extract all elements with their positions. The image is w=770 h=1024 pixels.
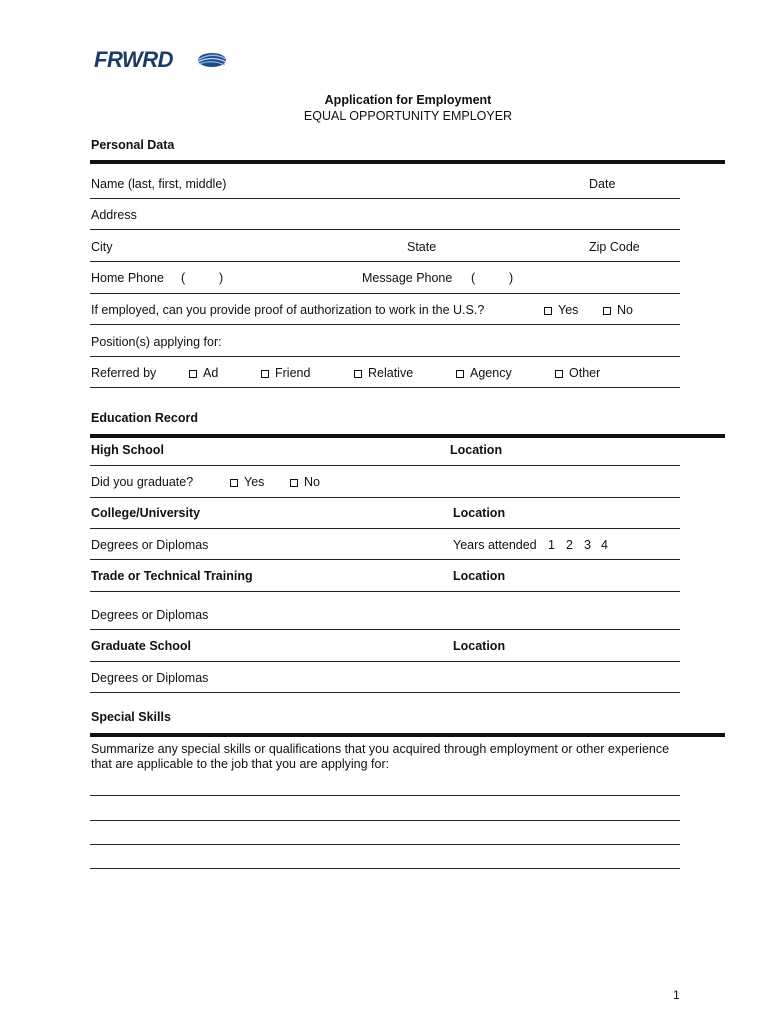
section-divider bbox=[90, 160, 725, 164]
checkbox-icon[interactable] bbox=[603, 307, 611, 315]
referred-option-agency[interactable] bbox=[456, 366, 512, 380]
graduate-school-location-label: Location bbox=[453, 639, 506, 653]
referred-other-label: Other bbox=[569, 366, 601, 380]
year-option-2[interactable]: 2 bbox=[566, 538, 573, 552]
checkbox-icon[interactable] bbox=[261, 370, 269, 378]
college-field[interactable] bbox=[90, 528, 680, 529]
referred-ad-label: Ad bbox=[203, 366, 219, 380]
referred-divider bbox=[90, 387, 680, 388]
page-number: 1 bbox=[673, 988, 680, 1002]
referred-option-ad[interactable] bbox=[189, 366, 218, 380]
high-school-location-label: Location bbox=[450, 443, 503, 457]
logo-text: FRWRD bbox=[94, 47, 173, 72]
positions-field[interactable] bbox=[90, 356, 680, 357]
phone-field[interactable] bbox=[90, 293, 680, 294]
authorization-question: If employed, can you provide proof of authorization to work in the U.S.? bbox=[91, 303, 485, 317]
trade-degrees-label: Degrees or Diplomas bbox=[91, 608, 209, 622]
graduate-divider bbox=[90, 497, 680, 498]
message-phone-open: ( bbox=[471, 271, 476, 285]
referred-option-friend[interactable] bbox=[261, 366, 310, 380]
trade-field[interactable] bbox=[90, 591, 680, 592]
name-field[interactable] bbox=[90, 198, 680, 199]
graduate-question: Did you graduate? bbox=[91, 475, 194, 489]
section-heading-skills: Special Skills bbox=[91, 710, 171, 724]
college-degrees-field[interactable] bbox=[90, 559, 680, 560]
checkbox-icon[interactable] bbox=[544, 307, 552, 315]
section-heading-education: Education Record bbox=[91, 411, 198, 425]
referred-label: Referred by bbox=[91, 366, 157, 380]
date-label: Date bbox=[589, 177, 616, 191]
grad-no-option[interactable] bbox=[290, 475, 320, 489]
college-location-label: Location bbox=[453, 506, 506, 520]
checkbox-icon[interactable] bbox=[456, 370, 464, 378]
skills-answer-line[interactable] bbox=[90, 795, 680, 796]
graduate-degrees-field[interactable] bbox=[90, 692, 680, 693]
home-phone-open: ( bbox=[181, 271, 186, 285]
skills-prompt-line1: Summarize any special skills or qualifications that you acquired through employment or other experience bbox=[91, 742, 670, 756]
referred-relative-label: Relative bbox=[368, 366, 414, 380]
home-phone-label: Home Phone bbox=[91, 271, 164, 285]
checkbox-icon[interactable] bbox=[230, 479, 238, 487]
high-school-label: High School bbox=[91, 443, 164, 457]
graduate-school-field[interactable] bbox=[90, 661, 680, 662]
zip-label: Zip Code bbox=[589, 240, 640, 254]
positions-label: Position(s) applying for: bbox=[91, 335, 222, 349]
skills-answer-line[interactable] bbox=[90, 868, 680, 869]
referred-agency-label: Agency bbox=[470, 366, 512, 380]
company-logo bbox=[94, 47, 236, 77]
auth-yes-option[interactable] bbox=[544, 303, 578, 317]
auth-yes-label: Yes bbox=[558, 303, 579, 317]
skills-answer-line[interactable] bbox=[90, 844, 680, 845]
trade-location-label: Location bbox=[453, 569, 506, 583]
year-option-1[interactable]: 1 bbox=[548, 538, 555, 552]
checkbox-icon[interactable] bbox=[290, 479, 298, 487]
authorization-divider bbox=[90, 324, 680, 325]
years-attended-label: Years attended bbox=[453, 538, 537, 552]
checkbox-icon[interactable] bbox=[555, 370, 563, 378]
home-phone-close: ) bbox=[219, 271, 224, 285]
college-label: College/University bbox=[91, 506, 201, 520]
skills-answer-line[interactable] bbox=[90, 820, 680, 821]
high-school-field[interactable] bbox=[90, 465, 680, 466]
checkbox-icon[interactable] bbox=[354, 370, 362, 378]
swoosh-logo-icon bbox=[94, 47, 236, 77]
grad-yes-option[interactable] bbox=[230, 475, 264, 489]
graduate-degrees-label: Degrees or Diplomas bbox=[91, 671, 209, 685]
city-field[interactable] bbox=[90, 261, 680, 262]
auth-no-option[interactable] bbox=[603, 303, 633, 317]
referred-option-other[interactable] bbox=[555, 366, 600, 380]
checkbox-icon[interactable] bbox=[189, 370, 197, 378]
section-heading-personal: Personal Data bbox=[91, 138, 175, 152]
message-phone-close: ) bbox=[509, 271, 514, 285]
name-label: Name (last, first, middle) bbox=[91, 177, 227, 191]
year-option-4[interactable]: 4 bbox=[601, 538, 608, 552]
grad-yes-label: Yes bbox=[244, 475, 265, 489]
year-option-3[interactable]: 3 bbox=[584, 538, 591, 552]
section-divider bbox=[90, 733, 725, 737]
address-field[interactable] bbox=[90, 229, 680, 230]
referred-option-relative[interactable] bbox=[354, 366, 413, 380]
trade-label: Trade or Technical Training bbox=[91, 569, 253, 583]
section-divider bbox=[90, 434, 725, 438]
trade-degrees-field[interactable] bbox=[90, 629, 680, 630]
graduate-school-label: Graduate School bbox=[91, 639, 192, 653]
college-degrees-label: Degrees or Diplomas bbox=[91, 538, 209, 552]
referred-friend-label: Friend bbox=[275, 366, 311, 380]
city-label: City bbox=[91, 240, 113, 254]
form-subtitle: EQUAL OPPORTUNITY EMPLOYER bbox=[303, 109, 513, 123]
address-label: Address bbox=[91, 208, 137, 222]
grad-no-label: No bbox=[304, 475, 320, 489]
auth-no-label: No bbox=[617, 303, 633, 317]
state-label: State bbox=[407, 240, 437, 254]
form-title: Application for Employment bbox=[324, 93, 492, 107]
skills-prompt-line2: that are applicable to the job that you are applying for: bbox=[91, 757, 390, 771]
message-phone-label: Message Phone bbox=[362, 271, 453, 285]
